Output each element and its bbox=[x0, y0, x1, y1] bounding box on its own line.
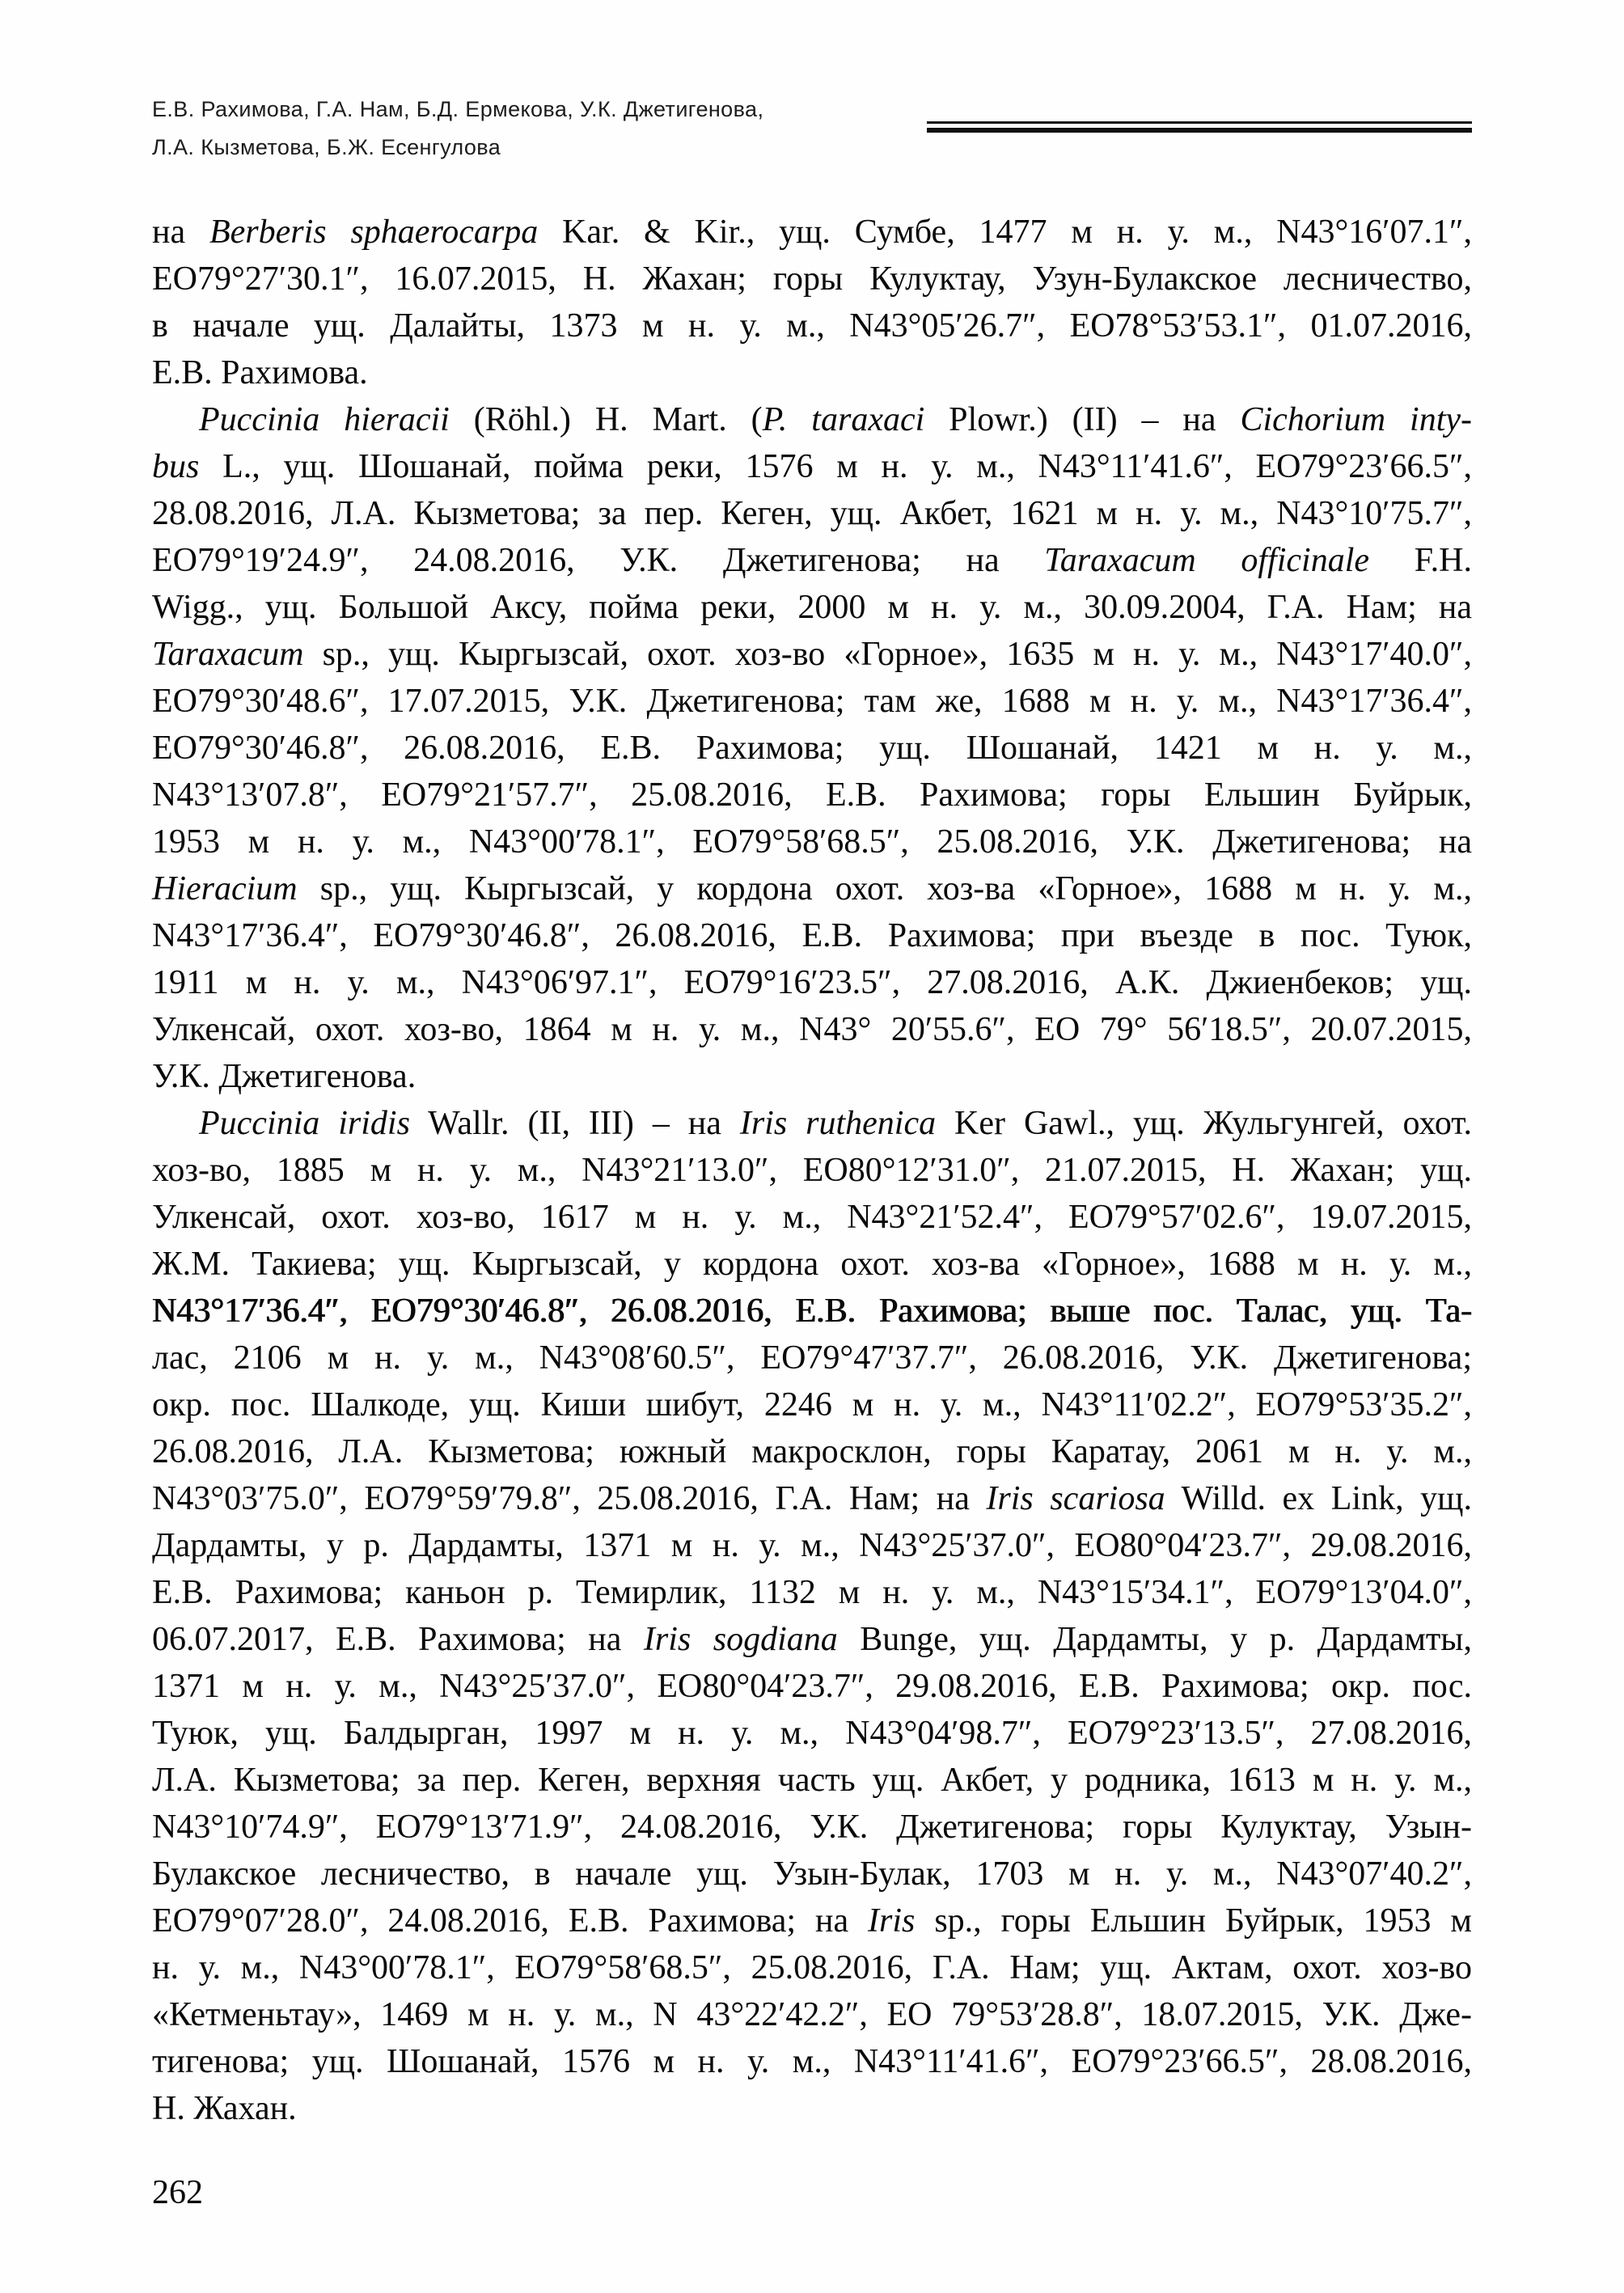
text-line bbox=[152, 1288, 1472, 1335]
record-text: F.H. bbox=[1369, 542, 1473, 579]
record-text: Улкенсай, охот. хоз-во, 1864 м н. у. м., N43° 20′55.6″, ЕО 79° 56′18.5″, 20.07.2015, bbox=[152, 1011, 1472, 1048]
text-line bbox=[152, 1804, 1472, 1851]
text-line bbox=[152, 2038, 1472, 2085]
paragraph bbox=[152, 396, 1472, 1100]
record-text: ЕО79°07′28.0″, 24.08.2016, Е.В. Рахимова; на bbox=[152, 1902, 869, 1940]
text-line bbox=[152, 631, 1472, 678]
text-line bbox=[152, 1194, 1472, 1241]
record-text: N43°03′75.0″, ЕО79°59′79.8″, 25.08.2016, Г.А. Нам; на bbox=[152, 1480, 987, 1517]
page-number: 262 bbox=[152, 2174, 203, 2211]
record-text: (Röhl.) H. Mart. ( bbox=[449, 401, 763, 438]
record-text: на bbox=[152, 214, 209, 251]
record-text: Bunge, ущ. Дардамты, у р. Дардамты, bbox=[837, 1621, 1473, 1658]
paragraph bbox=[152, 209, 1472, 396]
text-line bbox=[152, 1944, 1472, 1991]
species-name: Iris sogdiana bbox=[643, 1621, 838, 1658]
species-name: Taraxacum bbox=[152, 636, 304, 673]
record-text: sp., ущ. Кыргызсай, у кордона охот. хоз-ва «Горное», 1688 м н. у. м., bbox=[297, 870, 1472, 907]
text-line bbox=[152, 1475, 1472, 1522]
record-text: хоз-во, 1885 м н. у. м., N43°21′13.0″, ЕО80°12′31.0″, 21.07.2015, Н. Жахан; ущ. bbox=[152, 1152, 1472, 1189]
text-line bbox=[152, 349, 1472, 396]
header-rule bbox=[927, 121, 1472, 133]
species-name: Cichorium inty- bbox=[1240, 401, 1472, 438]
text-line bbox=[152, 584, 1472, 631]
record-text: Туюк, ущ. Балдырган, 1997 м н. у. м., N43°04′98.7″, ЕО79°23′13.5″, 27.08.2016, bbox=[152, 1715, 1472, 1752]
record-text: 1371 м н. у. м., N43°25′37.0″, ЕО80°04′23.7″, 29.08.2016, Е.В. Рахимова; окр. пос. bbox=[152, 1668, 1472, 1705]
record-text: N43°17′36.4″, ЕО79°30′46.8″, 26.08.2016, Е.В. Рахимова; при въезде в пос. Туюк, bbox=[152, 917, 1472, 954]
text-line bbox=[152, 1053, 1472, 1100]
text-line bbox=[152, 1663, 1472, 1710]
species-name: Berberis sphaerocarpa bbox=[209, 214, 539, 251]
text-line bbox=[152, 1851, 1472, 1897]
text-line bbox=[152, 1616, 1472, 1663]
text-line bbox=[152, 1381, 1472, 1428]
text-line bbox=[152, 1569, 1472, 1616]
authors-line-1: Е.В. Рахимова, Г.А. Нам, Б.Д. Ермекова, У.К. Джетигенова, bbox=[152, 97, 764, 121]
record-text: ЕО79°30′48.6″, 17.07.2015, У.К. Джетигенова; там же, 1688 м н. у. м., N43°17′36.4″, bbox=[152, 683, 1472, 720]
text-line bbox=[152, 490, 1472, 537]
text-line bbox=[152, 678, 1472, 725]
record-text: Plowr.) (II) – на bbox=[924, 401, 1241, 438]
record-text: ЕО79°27′30.1″, 16.07.2015, Н. Жахан; горы Кулуктау, Узун-Булакское лесничество, bbox=[152, 260, 1472, 298]
record-text: окр. пос. Шалкоде, ущ. Киши шибут, 2246 м н. у. м., N43°11′02.2″, ЕО79°53′35.2″, bbox=[152, 1386, 1472, 1424]
authors-line-2: Л.А. Кызметова, Б.Ж. Есенгулова bbox=[152, 135, 501, 159]
text-line bbox=[152, 1710, 1472, 1757]
text-line bbox=[152, 1897, 1472, 1944]
record-text: Wallr. (II, III) – на bbox=[409, 1105, 740, 1142]
species-name: Iris ruthenica bbox=[739, 1105, 937, 1142]
record-text: N43°10′74.9″, ЕО79°13′71.9″, 24.08.2016, У.К. Джетигенова; горы Кулуктау, Узын- bbox=[152, 1809, 1472, 1846]
record-text: 28.08.2016, Л.А. Кызметова; за пер. Кеген, ущ. Акбет, 1621 м н. у. м., N43°10′75.7″, bbox=[152, 495, 1472, 532]
record-text: Willd. ex Link, ущ. bbox=[1165, 1480, 1472, 1517]
record-text: тигенова; ущ. Шошанай, 1576 м н. у. м., N43°11′41.6″, ЕО79°23′66.5″, 28.08.2016, bbox=[152, 2043, 1472, 2080]
record-text: «Кетменьтау», 1469 м н. у. м., N 43°22′42.2″, ЕО 79°53′28.8″, 18.07.2015, У.К. Дже- bbox=[152, 1996, 1472, 2033]
text-line bbox=[152, 537, 1472, 584]
text-line bbox=[152, 865, 1472, 912]
record-text: Ker Gawl., ущ. Жульгунгей, охот. bbox=[936, 1105, 1472, 1142]
record-text: в начале ущ. Далайты, 1373 м н. у. м., N43°05′26.7″, ЕО78°53′53.1″, 01.07.2016, bbox=[152, 307, 1472, 345]
record-text: 06.07.2017, Е.В. Рахимова; на bbox=[152, 1621, 644, 1658]
text-line bbox=[152, 772, 1472, 819]
paragraph bbox=[152, 1100, 1472, 2132]
text-line bbox=[152, 1522, 1472, 1569]
record-text: Булакское лесничество, в начале ущ. Узын-Булак, 1703 м н. у. м., N43°07′40.2″, bbox=[152, 1855, 1472, 1893]
record-text: Дардамты, у р. Дардамты, 1371 м н. у. м., N43°25′37.0″, ЕО80°04′23.7″, 29.08.2016, bbox=[152, 1527, 1472, 1564]
text-line bbox=[152, 819, 1472, 865]
record-text: Е.В. Рахимова. bbox=[152, 354, 368, 391]
text-line bbox=[152, 2085, 1472, 2132]
record-text: N43°17′36.4″, ЕО79°30′46.8″, 26.08.2016, Е.В. Рахимова; выше пос. Талас, ущ. Та- bbox=[152, 1292, 1472, 1330]
text-line bbox=[152, 1147, 1472, 1194]
text-line bbox=[152, 1757, 1472, 1804]
record-text: sp., горы Ельшин Буйрык, 1953 м bbox=[915, 1902, 1472, 1940]
record-text: N43°13′07.8″, ЕО79°21′57.7″, 25.08.2016, Е.В. Рахимова; горы Ельшин Буйрык, bbox=[152, 776, 1472, 814]
text-line bbox=[152, 1991, 1472, 2038]
text-line bbox=[152, 1100, 1472, 1147]
record-text: L., ущ. Шошанай, пойма реки, 1576 м н. у. м., N43°11′41.6″, ЕО79°23′66.5″, bbox=[199, 448, 1472, 485]
text-line bbox=[152, 1006, 1472, 1053]
text-line bbox=[152, 443, 1472, 490]
record-text: 26.08.2016, Л.А. Кызметова; южный макросклон, горы Каратау, 2061 м н. у. м., bbox=[152, 1433, 1472, 1470]
species-name: Iris bbox=[868, 1902, 916, 1940]
species-name: Hieracium bbox=[152, 870, 298, 907]
record-text: ЕО79°30′46.8″, 26.08.2016, Е.В. Рахимова; ущ. Шошанай, 1421 м н. у. м., bbox=[152, 730, 1472, 767]
record-text: sp., ущ. Кыргызсай, охот. хоз-во «Горное», 1635 м н. у. м., N43°17′40.0″, bbox=[303, 636, 1472, 673]
text-line bbox=[152, 1428, 1472, 1475]
text-line bbox=[152, 725, 1472, 772]
record-text: Н. Жахан. bbox=[152, 2090, 297, 2127]
record-text: Улкенсай, охот. хоз-во, 1617 м н. у. м., N43°21′52.4″, ЕО79°57′02.6″, 19.07.2015, bbox=[152, 1199, 1472, 1236]
text-line bbox=[152, 1335, 1472, 1381]
record-text: лас, 2106 м н. у. м., N43°08′60.5″, ЕО79°47′37.7″, 26.08.2016, У.К. Джетигенова; bbox=[152, 1339, 1472, 1377]
authors-header bbox=[152, 91, 961, 167]
record-text: У.К. Джетигенова. bbox=[152, 1058, 417, 1095]
text-line bbox=[152, 396, 1472, 443]
record-text: ЕО79°19′24.9″, 24.08.2016, У.К. Джетигенова; на bbox=[152, 542, 1045, 579]
text-line bbox=[152, 959, 1472, 1006]
species-name: P. taraxaci bbox=[762, 401, 925, 438]
species-name: Puccinia hieracii bbox=[199, 401, 450, 438]
record-text: Wigg., ущ. Большой Аксу, пойма реки, 2000 м н. у. м., 30.09.2004, Г.А. Нам; на bbox=[152, 589, 1472, 626]
text-line bbox=[152, 209, 1472, 256]
record-text: Л.А. Кызметова; за пер. Кеген, верхняя часть ущ. Акбет, у родника, 1613 м н. у. м., bbox=[152, 1762, 1472, 1799]
body-text bbox=[152, 209, 1472, 2132]
header-rule-thick-line bbox=[927, 128, 1472, 133]
record-text: н. у. м., N43°00′78.1″, ЕО79°58′68.5″, 25.08.2016, Г.А. Нам; ущ. Актам, охот. хоз-во bbox=[152, 1949, 1472, 1986]
record-text: Kar. & Kir., ущ. Сумбе, 1477 м н. у. м., N43°16′07.1″, bbox=[538, 214, 1472, 251]
text-line bbox=[152, 302, 1472, 349]
record-text: 1911 м н. у. м., N43°06′97.1″, ЕО79°16′23.5″, 27.08.2016, А.К. Джиенбеков; ущ. bbox=[152, 964, 1472, 1001]
record-text: Ж.М. Такиева; ущ. Кыргызсай, у кордона охот. хоз-ва «Горное», 1688 м н. у. м., bbox=[152, 1246, 1472, 1283]
text-line bbox=[152, 256, 1472, 302]
species-name: bus bbox=[152, 448, 200, 485]
record-text: Е.В. Рахимова; каньон р. Темирлик, 1132 м н. у. м., N43°15′34.1″, ЕО79°13′04.0″, bbox=[152, 1574, 1472, 1611]
species-name: Puccinia iridis bbox=[199, 1105, 410, 1142]
species-name: Taraxacum officinale bbox=[1044, 542, 1370, 579]
species-name: Iris scariosa bbox=[986, 1480, 1165, 1517]
text-line bbox=[152, 912, 1472, 959]
text-line bbox=[152, 1241, 1472, 1288]
record-text: 1953 м н. у. м., N43°00′78.1″, ЕО79°58′68.5″, 25.08.2016, У.К. Джетигенова; на bbox=[152, 823, 1472, 861]
